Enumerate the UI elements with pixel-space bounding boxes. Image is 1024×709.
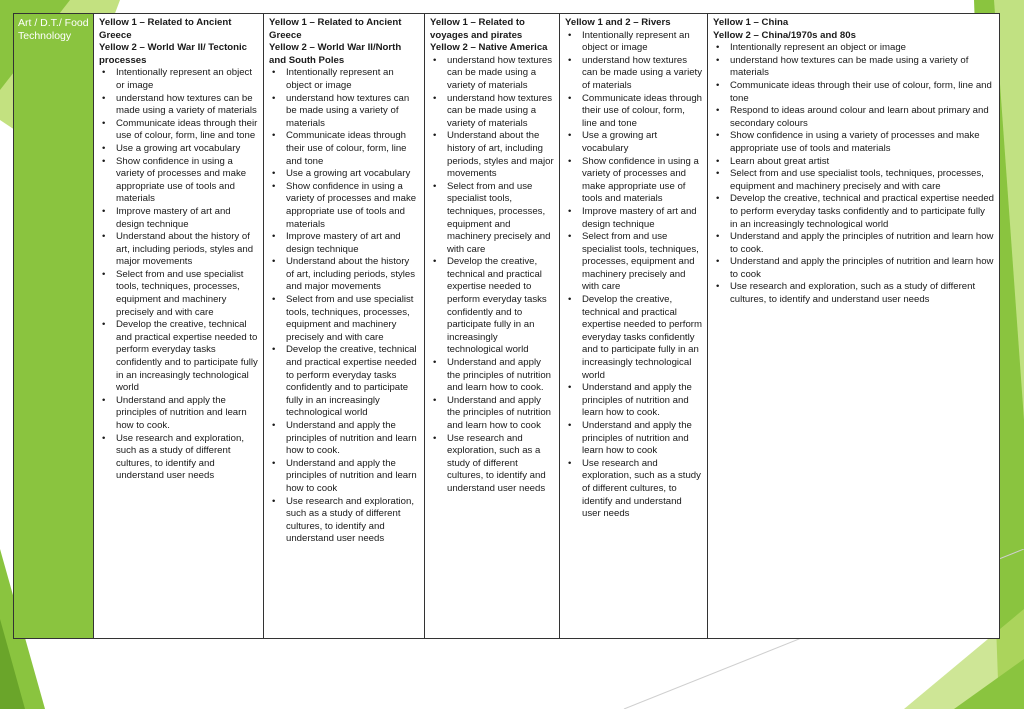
list-item: • Show confidence in using a variety of processes and make appropriate use of tools and materials [730, 130, 994, 155]
list-item: • Use a growing art vocabulary [582, 130, 702, 155]
list-item: • Improve mastery of art and design technique [116, 206, 258, 231]
list-item: • Communicate ideas through their use of colour, form, line and tone [582, 93, 702, 131]
topic-title-line: Yellow 1 – Related to voyages and pirates [430, 17, 525, 41]
topic-title-line: Yellow 2 – China/1970s and 80s [713, 29, 856, 41]
list-item: • Improve mastery of art and design technique [582, 206, 702, 231]
list-item: • Understand about the history of art, including periods, styles and major movements [116, 231, 258, 269]
list-item: • Select from and use specialist tools, techniques, processes, equipment and machinery precisely and with care [116, 269, 258, 319]
list-item: • Understand and apply the principles of nutrition and learn how to cook. [116, 395, 258, 433]
list-item: • Use research and exploration, such as a study of different cultures, to identify and understand user needs [730, 281, 994, 306]
topic-cell-3 [425, 14, 560, 639]
topic-title-line: Yellow 2 – World War II/ Tectonic processes [99, 42, 248, 66]
list-item: • Use research and exploration, such as a study of different cultures, to identify and understand user needs [286, 496, 419, 546]
list-item: • Develop the creative, technical and practical expertise needed to perform everyday tasks confidently and to participate fully in an increasingly technological world [447, 256, 554, 357]
list-item: • Use research and exploration, such as a study of different cultures, to identify and understand user needs [582, 458, 702, 521]
list-item: • Use research and exploration, such as a study of different cultures, to identify and understand user needs [116, 433, 258, 483]
list-item: • Intentionally represent an object or image [730, 42, 994, 55]
list-item: • Develop the creative, technical and practical expertise needed to perform everyday tasks confidently and to participate fully in an increasingly technological world [730, 193, 994, 231]
list-item: • Understand about the history of art, including periods, styles and major movements [286, 256, 419, 294]
topic-title-line: Yellow 1 – Related to Ancient Greece [269, 17, 402, 41]
topic-title [99, 17, 258, 67]
topic-title [565, 17, 702, 30]
list-item: • understand how textures can be made using a variety of materials [447, 93, 554, 131]
list-item: • Understand and apply the principles of nutrition and learn how to cook [730, 256, 994, 281]
list-item: • Select from and use specialist tools, techniques, processes, equipment and machinery precisely and with care [447, 181, 554, 257]
subject-cell [14, 14, 94, 639]
list-item: • Show confidence in using a variety of processes and make appropriate use of tools and materials [116, 156, 258, 206]
table-row [14, 14, 1000, 639]
objectives-list [713, 42, 994, 306]
list-item: • Understand and apply the principles of nutrition and learn how to cook [447, 395, 554, 433]
list-item: • understand how textures can be made using a variety of materials [730, 55, 994, 80]
topic-cell-4 [560, 14, 708, 639]
list-item: • Show confidence in using a variety of processes and make appropriate use of tools and materials [582, 156, 702, 206]
list-item: • understand how textures can be made using a variety of materials [116, 93, 258, 118]
subject-label: Art / D.T./ Food Technology [18, 17, 89, 42]
list-item: • Understand and apply the principles of nutrition and learn how to cook. [447, 357, 554, 395]
topic-cell-1 [94, 14, 264, 639]
list-item: • Use research and exploration, such as a study of different cultures, to identify and understand user needs [447, 433, 554, 496]
topic-title [430, 17, 554, 55]
list-item: • Communicate ideas through their use of colour, form, line and tone [286, 130, 419, 168]
list-item: • understand how textures can be made using a variety of materials [286, 93, 419, 131]
topic-title-line: Yellow 2 – World War II/North and South Poles [269, 42, 402, 66]
topic-title [269, 17, 419, 67]
list-item: • Use a growing art vocabulary [286, 168, 419, 181]
list-item: • Select from and use specialist tools, techniques, processes, equipment and machinery precisely and with care [286, 294, 419, 344]
list-item: • Intentionally represent an object or image [116, 67, 258, 92]
list-item: • Select from and use specialist tools, techniques, processes, equipment and machinery precisely and with care [730, 168, 994, 193]
topic-title-line: Yellow 2 – Native America [430, 42, 548, 54]
list-item: • Communicate ideas through their use of colour, form, line and tone [116, 118, 258, 143]
topic-title-line: Yellow 1 – China [713, 17, 789, 28]
objectives-list [565, 30, 702, 521]
list-item: • Use a growing art vocabulary [116, 143, 258, 156]
topic-title-line: Yellow 1 – Related to Ancient Greece [99, 17, 232, 41]
list-item: • Respond to ideas around colour and learn about primary and secondary colours [730, 105, 994, 130]
list-item: • Understand and apply the principles of nutrition and learn how to cook [582, 420, 702, 458]
list-item: • Show confidence in using a variety of processes and make appropriate use of tools and materials [286, 181, 419, 231]
list-item: • Improve mastery of art and design technique [286, 231, 419, 256]
topic-cell-2 [264, 14, 425, 639]
list-item: • understand how textures can be made using a variety of materials [447, 55, 554, 93]
list-item: • Understand and apply the principles of nutrition and learn how to cook. [730, 231, 994, 256]
list-item: • Understand about the history of art, including periods, styles and major movements [447, 130, 554, 180]
list-item: • Select from and use specialist tools, techniques, processes, equipment and machinery precisely and with care [582, 231, 702, 294]
objectives-list [269, 67, 419, 546]
list-item: • Understand and apply the principles of nutrition and learn how to cook [286, 458, 419, 496]
curriculum-table [13, 13, 1000, 639]
list-item: • Understand and apply the principles of nutrition and learn how to cook. [582, 382, 702, 420]
topic-title [713, 17, 994, 42]
list-item: • understand how textures can be made using a variety of materials [582, 55, 702, 93]
objectives-list [430, 55, 554, 496]
list-item: • Intentionally represent an object or image [286, 67, 419, 92]
list-item: • Develop the creative, technical and practical expertise needed to perform everyday tasks confidently and to participate fully in an increasingly technological world [582, 294, 702, 382]
topic-title-line: Yellow 1 and 2 – Rivers [565, 17, 671, 28]
list-item: • Learn about great artist [730, 156, 994, 169]
list-item: • Develop the creative, technical and practical expertise needed to perform everyday tasks confidently and to participate fully in an increasingly technological world [116, 319, 258, 395]
list-item: • Develop the creative, technical and practical expertise needed to perform everyday tasks confidently and to participate fully in an increasingly technological world [286, 344, 419, 420]
list-item: • Communicate ideas through their use of colour, form, line and tone [730, 80, 994, 105]
list-item: • Intentionally represent an object or image [582, 30, 702, 55]
topic-cell-5 [708, 14, 1000, 639]
list-item: • Understand and apply the principles of nutrition and learn how to cook. [286, 420, 419, 458]
objectives-list [99, 67, 258, 483]
